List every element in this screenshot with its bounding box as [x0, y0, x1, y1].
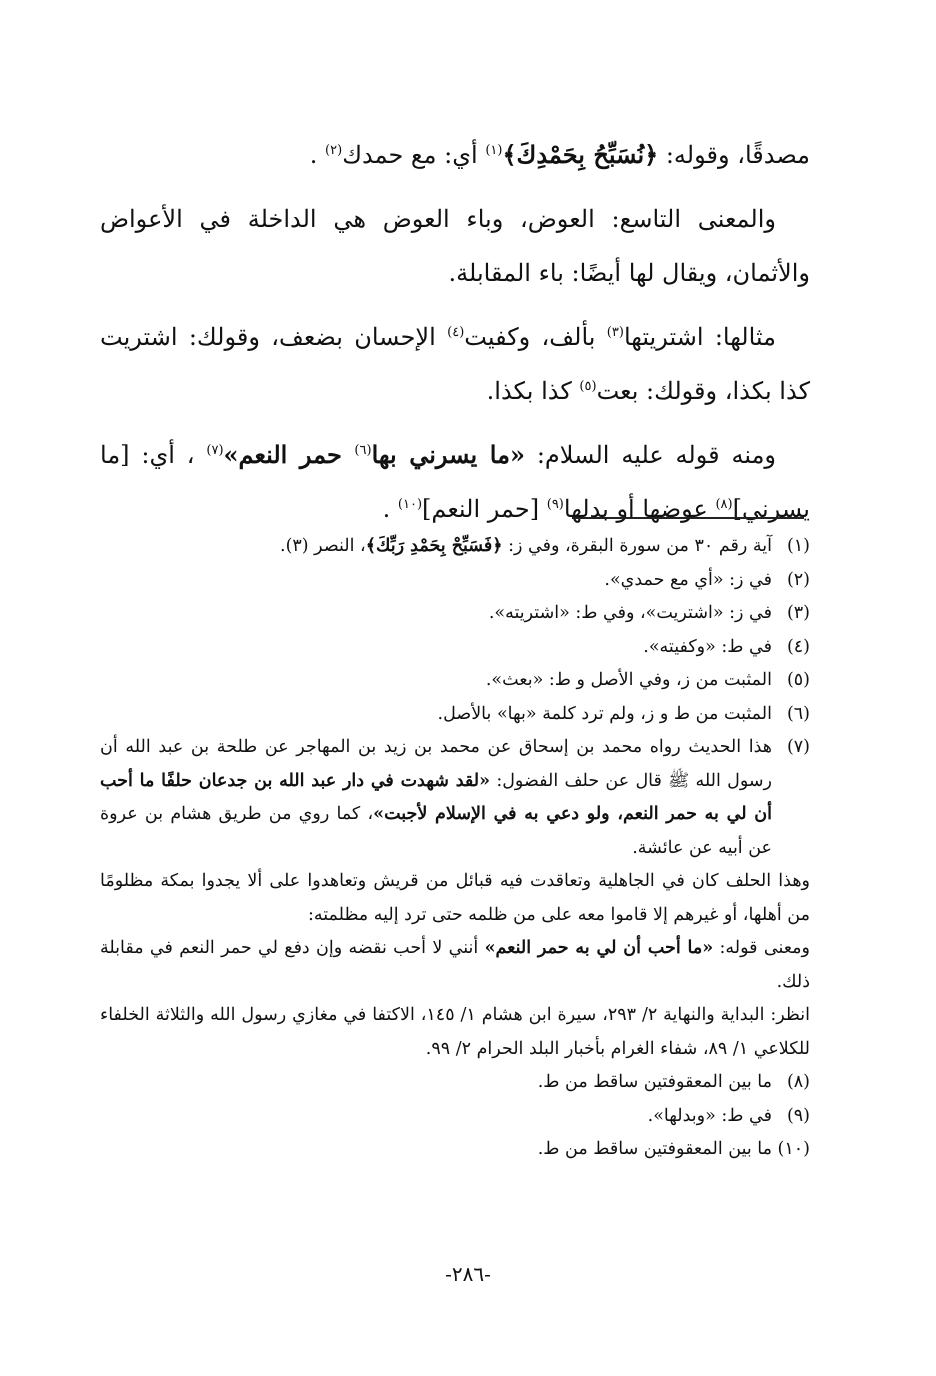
footnotes: [100, 530, 810, 1167]
footnote-para: [100, 731, 772, 865]
text-run: ، أي: [ما يسرني]: [100, 441, 810, 523]
footnote-number: (٧): [786, 737, 810, 757]
footnote-ref[interactable]: (١٠): [397, 497, 423, 512]
page-number: -٢٨٦-: [445, 1262, 491, 1286]
footnote-1: [100, 530, 810, 564]
hadith-quote: «ما أحب أن لي به حمر النعم»: [484, 938, 714, 958]
footnote-7: [100, 731, 810, 865]
footnote-text: [100, 731, 772, 865]
footnote-ref[interactable]: (١): [485, 143, 503, 158]
footnote-text: في ز: «أي مع حمدي».: [604, 569, 772, 590]
hadith-quote: «ما يسرني بها: [371, 440, 525, 469]
footnote-separator: [572, 517, 804, 519]
text-run: آية رقم ٣٠ من سورة البقرة، وفي ز:: [502, 536, 772, 556]
footnote-number: (١): [786, 536, 810, 556]
footnote-5: [100, 664, 810, 698]
text-run: ومعنى قوله:: [713, 938, 811, 958]
main-text: [100, 128, 810, 546]
text-run: .: [309, 141, 326, 169]
footnote-text: في ز: «اشتريت»، وفي ط: «اشتريته».: [488, 603, 772, 623]
footnote-para: انظر: البداية والنهاية ٢/ ٢٩٣، سيرة ابن هشام ١/ ١٤٥، الاكتفا في مغازي رسول الله والثلاثة الخلفاء للكلاعي ١/ ٨٩، شفاء الغرام بأخبار البلد الحرام ٢/ ٩٩.: [100, 1005, 810, 1059]
footnote-ref[interactable]: (٤): [447, 325, 465, 340]
footnote-text: في ط: «وكفيته».: [643, 636, 772, 657]
quran-verse: ﴿نُسَبِّحُ بِحَمْدِكَ﴾: [502, 140, 659, 169]
footnote-10: [100, 1133, 810, 1167]
paragraph-1: [100, 128, 810, 182]
text-run: أي: مع حمدك: [342, 141, 486, 169]
paragraph-4: [100, 428, 810, 536]
footnote-ref[interactable]: (٨): [715, 497, 733, 512]
footnote-text: ما بين المعقوفتين ساقط من ط.: [537, 1072, 772, 1092]
quran-verse: ﴿فَسَبِّحْ بِحَمْدِ رَبِّكَ﴾: [365, 536, 503, 556]
text-run: ، كما روي من طريق هشام بن عروة عن أبيه عن عائشة.: [100, 804, 772, 858]
footnote-6: [100, 698, 810, 732]
footnote-text: المثبت من ط و ز، ولم ترد كلمة «بها» بالأصل.: [437, 703, 772, 724]
footnote-para: [100, 932, 810, 999]
paragraph-3: [100, 310, 810, 418]
text-run: عوضها أو بدلها: [563, 495, 716, 523]
hadith-quote: حمر النعم»: [223, 440, 355, 469]
text-run: هذا الحديث رواه محمد بن إسحاق عن محمد بن زيد بن المهاجر عن طلحة بن عبد الله أن رسول الله ﷺ قال عن حلف الفضول:: [100, 737, 772, 791]
footnote-para: وهذا الحلف كان في الجاهلية وتعاقدت فيه قبائل من قريش وتعاهدوا على ألا يجدوا بمكة مظلومًا من أهلها، أو غيرهم إلا قاموا معه على من ظلمه حتى ترد إليه مظلمته:: [100, 871, 810, 925]
footnote-text: ما بين المعقوفتين ساقط من ط.: [537, 1139, 772, 1159]
text-run: كذا بكذا.: [486, 377, 580, 405]
footnote-3: [100, 597, 810, 631]
footnote-number: (٨): [786, 1072, 810, 1092]
text-run: ومنه قوله عليه السلام:: [524, 441, 777, 469]
footnote-ref[interactable]: (٣): [606, 325, 624, 340]
footnote-ref[interactable]: (٥): [579, 379, 597, 394]
footnote-text: [100, 530, 772, 564]
footnote-ref[interactable]: (٦): [354, 443, 372, 458]
text-run: مصدقًا، وقوله:: [658, 141, 810, 169]
footnote-number: (١٠): [777, 1139, 810, 1159]
text-run: [حمر النعم]: [422, 495, 547, 523]
text-run: والمعنى التاسع: العوض، وباء العوض هي الداخلة في الأعواض والأثمان، ويقال لها أيضًا: باء المقابلة.: [100, 205, 810, 287]
footnote-number: (٢): [786, 569, 810, 590]
footnote-ref[interactable]: (٢): [325, 143, 343, 158]
footnote-4: [100, 631, 810, 665]
text-run: بألف، وكفيت: [464, 323, 607, 351]
text-run: الإحسان بضعف، وقولك: اشتريت كذا بكذا، وقولك: بعت: [100, 323, 810, 405]
hadith-quote: «لقد شهدت في دار عبد الله بن جدعان حلفًا ما أحب أن لي به حمر النعم، ولو دعي به في الإسلام لأجبت»: [100, 770, 772, 824]
text-run: أنني لا أحب نقضه وإن دفع لي حمر النعم في مقابلة ذلك.: [100, 938, 810, 992]
text-run: .: [382, 495, 398, 523]
footnote-ref[interactable]: (٩): [546, 497, 564, 512]
footnote-text: المثبت من ز، وفي الأصل و ط: «بعث».: [485, 670, 772, 690]
footnote-number: (٩): [786, 1105, 810, 1126]
footnote-text: في ط: «وبدلها».: [647, 1105, 772, 1126]
footnote-ref[interactable]: (٧): [206, 443, 224, 458]
footnote-9: [100, 1100, 810, 1134]
footnote-8: [100, 1066, 810, 1100]
text-run: ، النصر (٣).: [280, 536, 366, 556]
footnote-number: (٣): [786, 603, 810, 623]
footnote-number: (٤): [786, 636, 810, 657]
text-run: مثالها: اشتريتها: [623, 323, 777, 351]
footnote-2: [100, 564, 810, 598]
paragraph-2: [100, 192, 810, 300]
footnote-number: (٥): [786, 670, 810, 690]
footnote-number: (٦): [786, 703, 810, 724]
